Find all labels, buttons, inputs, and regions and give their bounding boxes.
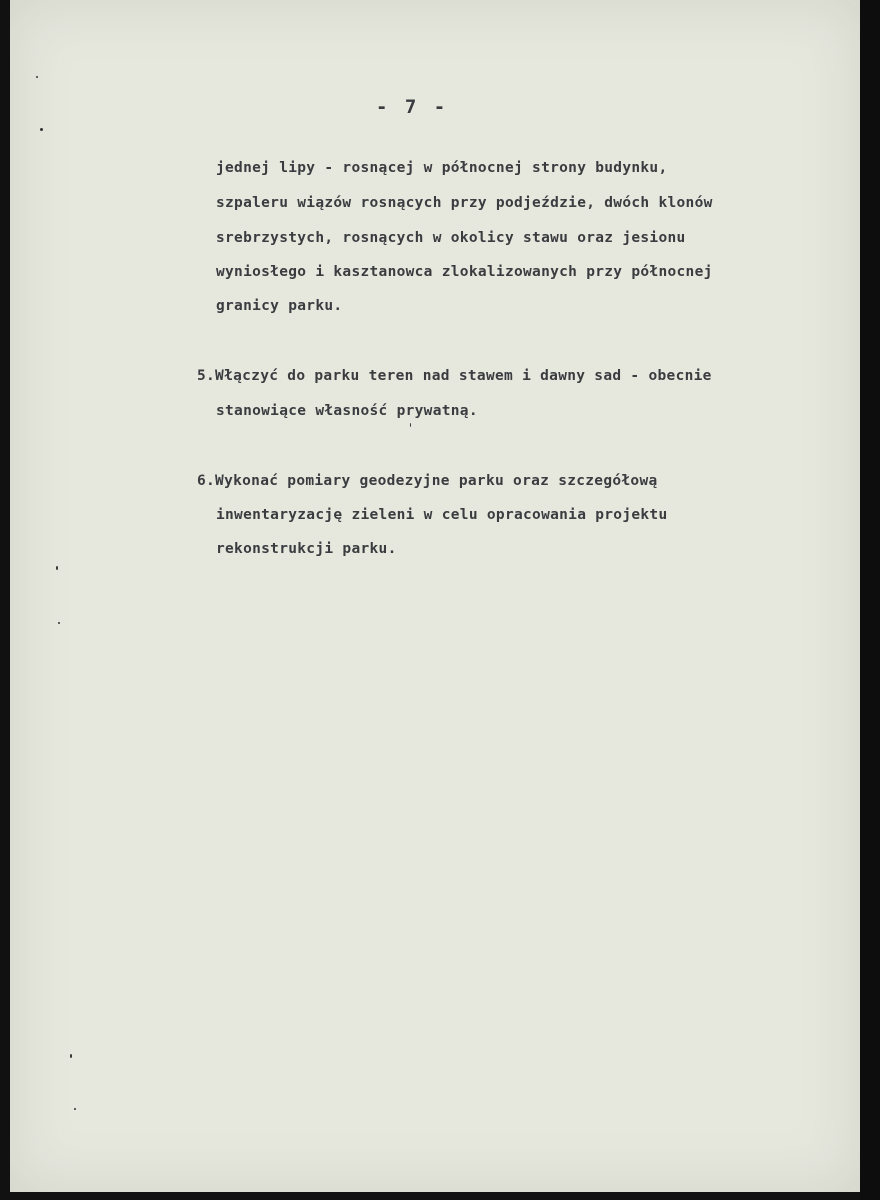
margin-speck	[36, 76, 38, 78]
text-line: rekonstrukcji parku.	[216, 541, 397, 557]
text-line: 5.Włączyć do parku teren nad stawem i dawny sad - obecnie	[197, 368, 712, 384]
text-line: jednej lipy - rosnącej w północnej strony budynku,	[216, 160, 668, 176]
text-line: srebrzystych, rosnących w okolicy stawu oraz jesionu	[216, 230, 686, 246]
text-line: inwentaryzację zieleni w celu opracowania projektu	[216, 507, 668, 523]
page-number: - 7 -	[376, 96, 449, 118]
margin-speck	[40, 128, 43, 131]
text-line: stanowiące własność prywatną.	[216, 403, 478, 419]
margin-speck	[410, 423, 411, 427]
paper-sheet	[10, 0, 860, 1192]
margin-speck	[74, 1108, 76, 1110]
margin-speck	[70, 1054, 72, 1058]
margin-speck	[58, 622, 60, 624]
scan-edge-shadow	[860, 0, 880, 1200]
text-line: wyniosłego i kasztanowca zlokalizowanych przy północnej	[216, 264, 713, 280]
margin-speck	[56, 566, 58, 570]
text-line: granicy parku.	[216, 298, 343, 314]
text-line: szpaleru wiązów rosnących przy podjeździe, dwóch klonów	[216, 195, 713, 211]
text-line: 6.Wykonać pomiary geodezyjne parku oraz szczegółową	[197, 473, 658, 489]
